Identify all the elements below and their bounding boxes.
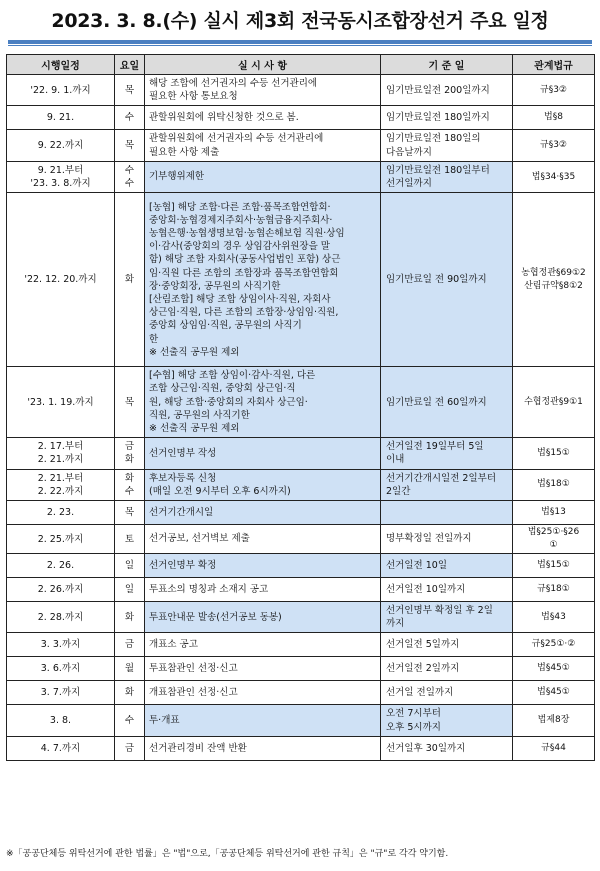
row-law: 법§25①·§26 ① bbox=[513, 525, 595, 554]
row-law: 법§43 bbox=[513, 602, 595, 633]
row-basis: 선거일후 30일까지 bbox=[381, 736, 513, 760]
row-law: 수협정관§9①1 bbox=[513, 367, 595, 438]
row-activity: 후보자등록 신청 (매일 오전 9시부터 오후 6시까지) bbox=[145, 469, 381, 500]
table-row bbox=[7, 106, 595, 130]
row-date: 2. 26.까지 bbox=[7, 578, 115, 602]
row-activity: 관할위원회에 선거권자의 수등 선거관리에 필요한 사항 제출 bbox=[145, 130, 381, 161]
row-activity: 개표참관인 선정·신고 bbox=[145, 681, 381, 705]
row-activity: 선거공보, 선거벽보 제출 bbox=[145, 525, 381, 554]
row-day: 목 bbox=[115, 75, 145, 106]
row-day: 월 bbox=[115, 657, 145, 681]
table-row bbox=[7, 161, 595, 192]
table-row bbox=[7, 501, 595, 525]
row-basis: 선거일전 2일까지 bbox=[381, 657, 513, 681]
table-row bbox=[7, 736, 595, 760]
row-basis: 선거일전 10일까지 bbox=[381, 578, 513, 602]
row-basis: 임기만료일전 200일까지 bbox=[381, 75, 513, 106]
row-activity: 선거기간개시일 bbox=[145, 501, 381, 525]
row-activity: 투표참관인 선정·신고 bbox=[145, 657, 381, 681]
row-activity: [수협] 해당 조합 상임이·감사·직원, 다른 조합 상근임·직원, 중앙회 상근임·직 원, 해당 조합·중앙회의 자회사 상근임· 직원, 공무원의 사직기한 ※ 선출직 공무원 제외 bbox=[145, 367, 381, 438]
row-date: 2. 17.부터 2. 21.까지 bbox=[7, 438, 115, 469]
row-day: 화 bbox=[115, 193, 145, 367]
table-row bbox=[7, 681, 595, 705]
row-date: 9. 22.까지 bbox=[7, 130, 115, 161]
row-date: 3. 3.까지 bbox=[7, 633, 115, 657]
header-date: 시행일정 bbox=[7, 55, 115, 75]
row-date: 3. 8. bbox=[7, 705, 115, 736]
row-date: 3. 7.까지 bbox=[7, 681, 115, 705]
row-day: 일 bbox=[115, 554, 145, 578]
table-row bbox=[7, 525, 595, 554]
table-row bbox=[7, 130, 595, 161]
row-basis: 선거인명부 확정일 후 2일 까지 bbox=[381, 602, 513, 633]
row-activity: 해당 조합에 선거권자의 수등 선거관리에 필요한 사항 통보요청 bbox=[145, 75, 381, 106]
table-row bbox=[7, 633, 595, 657]
row-date: '22. 12. 20.까지 bbox=[7, 193, 115, 367]
row-activity: 개표소 공고 bbox=[145, 633, 381, 657]
title-underline-thin bbox=[8, 45, 592, 46]
header-basis: 기 준 일 bbox=[381, 55, 513, 75]
table-row bbox=[7, 705, 595, 736]
table-row bbox=[7, 657, 595, 681]
table-row bbox=[7, 193, 595, 367]
row-law: 법§45① bbox=[513, 657, 595, 681]
header-day: 요일 bbox=[115, 55, 145, 75]
row-basis: 명부확정일 전일까지 bbox=[381, 525, 513, 554]
row-law: 법§8 bbox=[513, 106, 595, 130]
row-law: 법§45① bbox=[513, 681, 595, 705]
row-law: 규§18① bbox=[513, 578, 595, 602]
table-row bbox=[7, 554, 595, 578]
row-date: 2. 23. bbox=[7, 501, 115, 525]
table-row bbox=[7, 367, 595, 438]
row-law: 규§44 bbox=[513, 736, 595, 760]
table-row bbox=[7, 469, 595, 500]
row-law: 법§15① bbox=[513, 554, 595, 578]
row-activity: 투·개표 bbox=[145, 705, 381, 736]
row-basis: 임기만료일 전 90일까지 bbox=[381, 193, 513, 367]
row-activity: 관할위원회에 위탁신청한 것으로 봄. bbox=[145, 106, 381, 130]
row-basis: 임기만료일전 180일까지 bbox=[381, 106, 513, 130]
table-row bbox=[7, 438, 595, 469]
row-day: 화 수 bbox=[115, 469, 145, 500]
row-date: 4. 7.까지 bbox=[7, 736, 115, 760]
footnote: ※「공공단체등 위탁선거에 관한 법률」은 "법"으로,「공공단체등 위탁선거에 관한 규칙」은 "규"로 각각 약기함. bbox=[6, 849, 449, 859]
row-activity: 선거인명부 작성 bbox=[145, 438, 381, 469]
row-basis: 임기만료일 전 60일까지 bbox=[381, 367, 513, 438]
row-day: 화 bbox=[115, 602, 145, 633]
row-day: 수 bbox=[115, 705, 145, 736]
row-law: 법§15① bbox=[513, 438, 595, 469]
row-day: 수 bbox=[115, 106, 145, 130]
row-basis: 선거일 전일까지 bbox=[381, 681, 513, 705]
table-row bbox=[7, 578, 595, 602]
row-activity: 기부행위제한 bbox=[145, 161, 381, 192]
row-activity: [농협] 해당 조합·다른 조합·품목조합연합회· 중앙회·농협경제지주회사·농협금융지주회사· 농협은행·농협생명보험·농협손해보험 직원·상임 이·감사(중앙회의 경우 상임감사위원장을 말 함) 해당 조합 자회사(공동사업법인 포함) 상근 임·직원 다른 조합의 조합장과 품목조합연합회 장·중앙회장, 공무원의 사직기한 [산림조합] 해당 조합 상임이사·직원, 자회사 상근임·직원, 다른 조합의 조합장·상임임·직원, 중앙회 상임임·직원, 공무원의 사직기 한 ※ 선출직 공무원 제외 bbox=[145, 193, 381, 367]
row-day: 수 수 bbox=[115, 161, 145, 192]
header-law: 관계법규 bbox=[513, 55, 595, 75]
row-day: 토 bbox=[115, 525, 145, 554]
row-day: 목 bbox=[115, 501, 145, 525]
table-header-row bbox=[7, 55, 595, 75]
row-basis: 임기만료일전 180일의 다음날까지 bbox=[381, 130, 513, 161]
row-day: 금 bbox=[115, 736, 145, 760]
row-basis: 오전 7시부터 오후 5시까지 bbox=[381, 705, 513, 736]
row-law: 규§3② bbox=[513, 75, 595, 106]
row-date: '22. 9. 1.까지 bbox=[7, 75, 115, 106]
row-law: 법제8장 bbox=[513, 705, 595, 736]
row-date: 9. 21.부터 '23. 3. 8.까지 bbox=[7, 161, 115, 192]
row-law: 법§13 bbox=[513, 501, 595, 525]
row-law: 농협정관§69①2 산림규약§8①2 bbox=[513, 193, 595, 367]
row-basis: 선거기간개시일전 2일부터 2일간 bbox=[381, 469, 513, 500]
row-activity: 선거인명부 확정 bbox=[145, 554, 381, 578]
row-day: 일 bbox=[115, 578, 145, 602]
row-law: 법§18① bbox=[513, 469, 595, 500]
schedule-table bbox=[6, 54, 595, 761]
row-day: 목 bbox=[115, 367, 145, 438]
title-underline bbox=[8, 40, 592, 44]
table-row bbox=[7, 602, 595, 633]
row-date: 2. 25.까지 bbox=[7, 525, 115, 554]
row-date: '23. 1. 19.까지 bbox=[7, 367, 115, 438]
header-activity: 실 시 사 항 bbox=[145, 55, 381, 75]
row-day: 화 bbox=[115, 681, 145, 705]
table-row bbox=[7, 75, 595, 106]
row-activity: 투표안내문 발송(선거공보 동봉) bbox=[145, 602, 381, 633]
row-date: 2. 26. bbox=[7, 554, 115, 578]
row-basis: 선거일전 5일까지 bbox=[381, 633, 513, 657]
row-day: 금 화 bbox=[115, 438, 145, 469]
row-basis bbox=[381, 501, 513, 525]
row-day: 금 bbox=[115, 633, 145, 657]
row-date: 2. 28.까지 bbox=[7, 602, 115, 633]
row-law: 법§34·§35 bbox=[513, 161, 595, 192]
row-basis: 임기만료일전 180일부터 선거일까지 bbox=[381, 161, 513, 192]
page-title: 2023. 3. 8.(수) 실시 제3회 전국동시조합장선거 주요 일정 bbox=[51, 9, 549, 32]
row-day: 목 bbox=[115, 130, 145, 161]
row-basis: 선거일전 19일부터 5일 이내 bbox=[381, 438, 513, 469]
row-date: 3. 6.까지 bbox=[7, 657, 115, 681]
row-law: 규§25①·② bbox=[513, 633, 595, 657]
row-activity: 선거관리경비 잔액 반환 bbox=[145, 736, 381, 760]
row-date: 9. 21. bbox=[7, 106, 115, 130]
row-activity: 투표소의 명칭과 소재지 공고 bbox=[145, 578, 381, 602]
row-law: 규§3② bbox=[513, 130, 595, 161]
row-date: 2. 21.부터 2. 22.까지 bbox=[7, 469, 115, 500]
row-basis: 선거일전 10일 bbox=[381, 554, 513, 578]
